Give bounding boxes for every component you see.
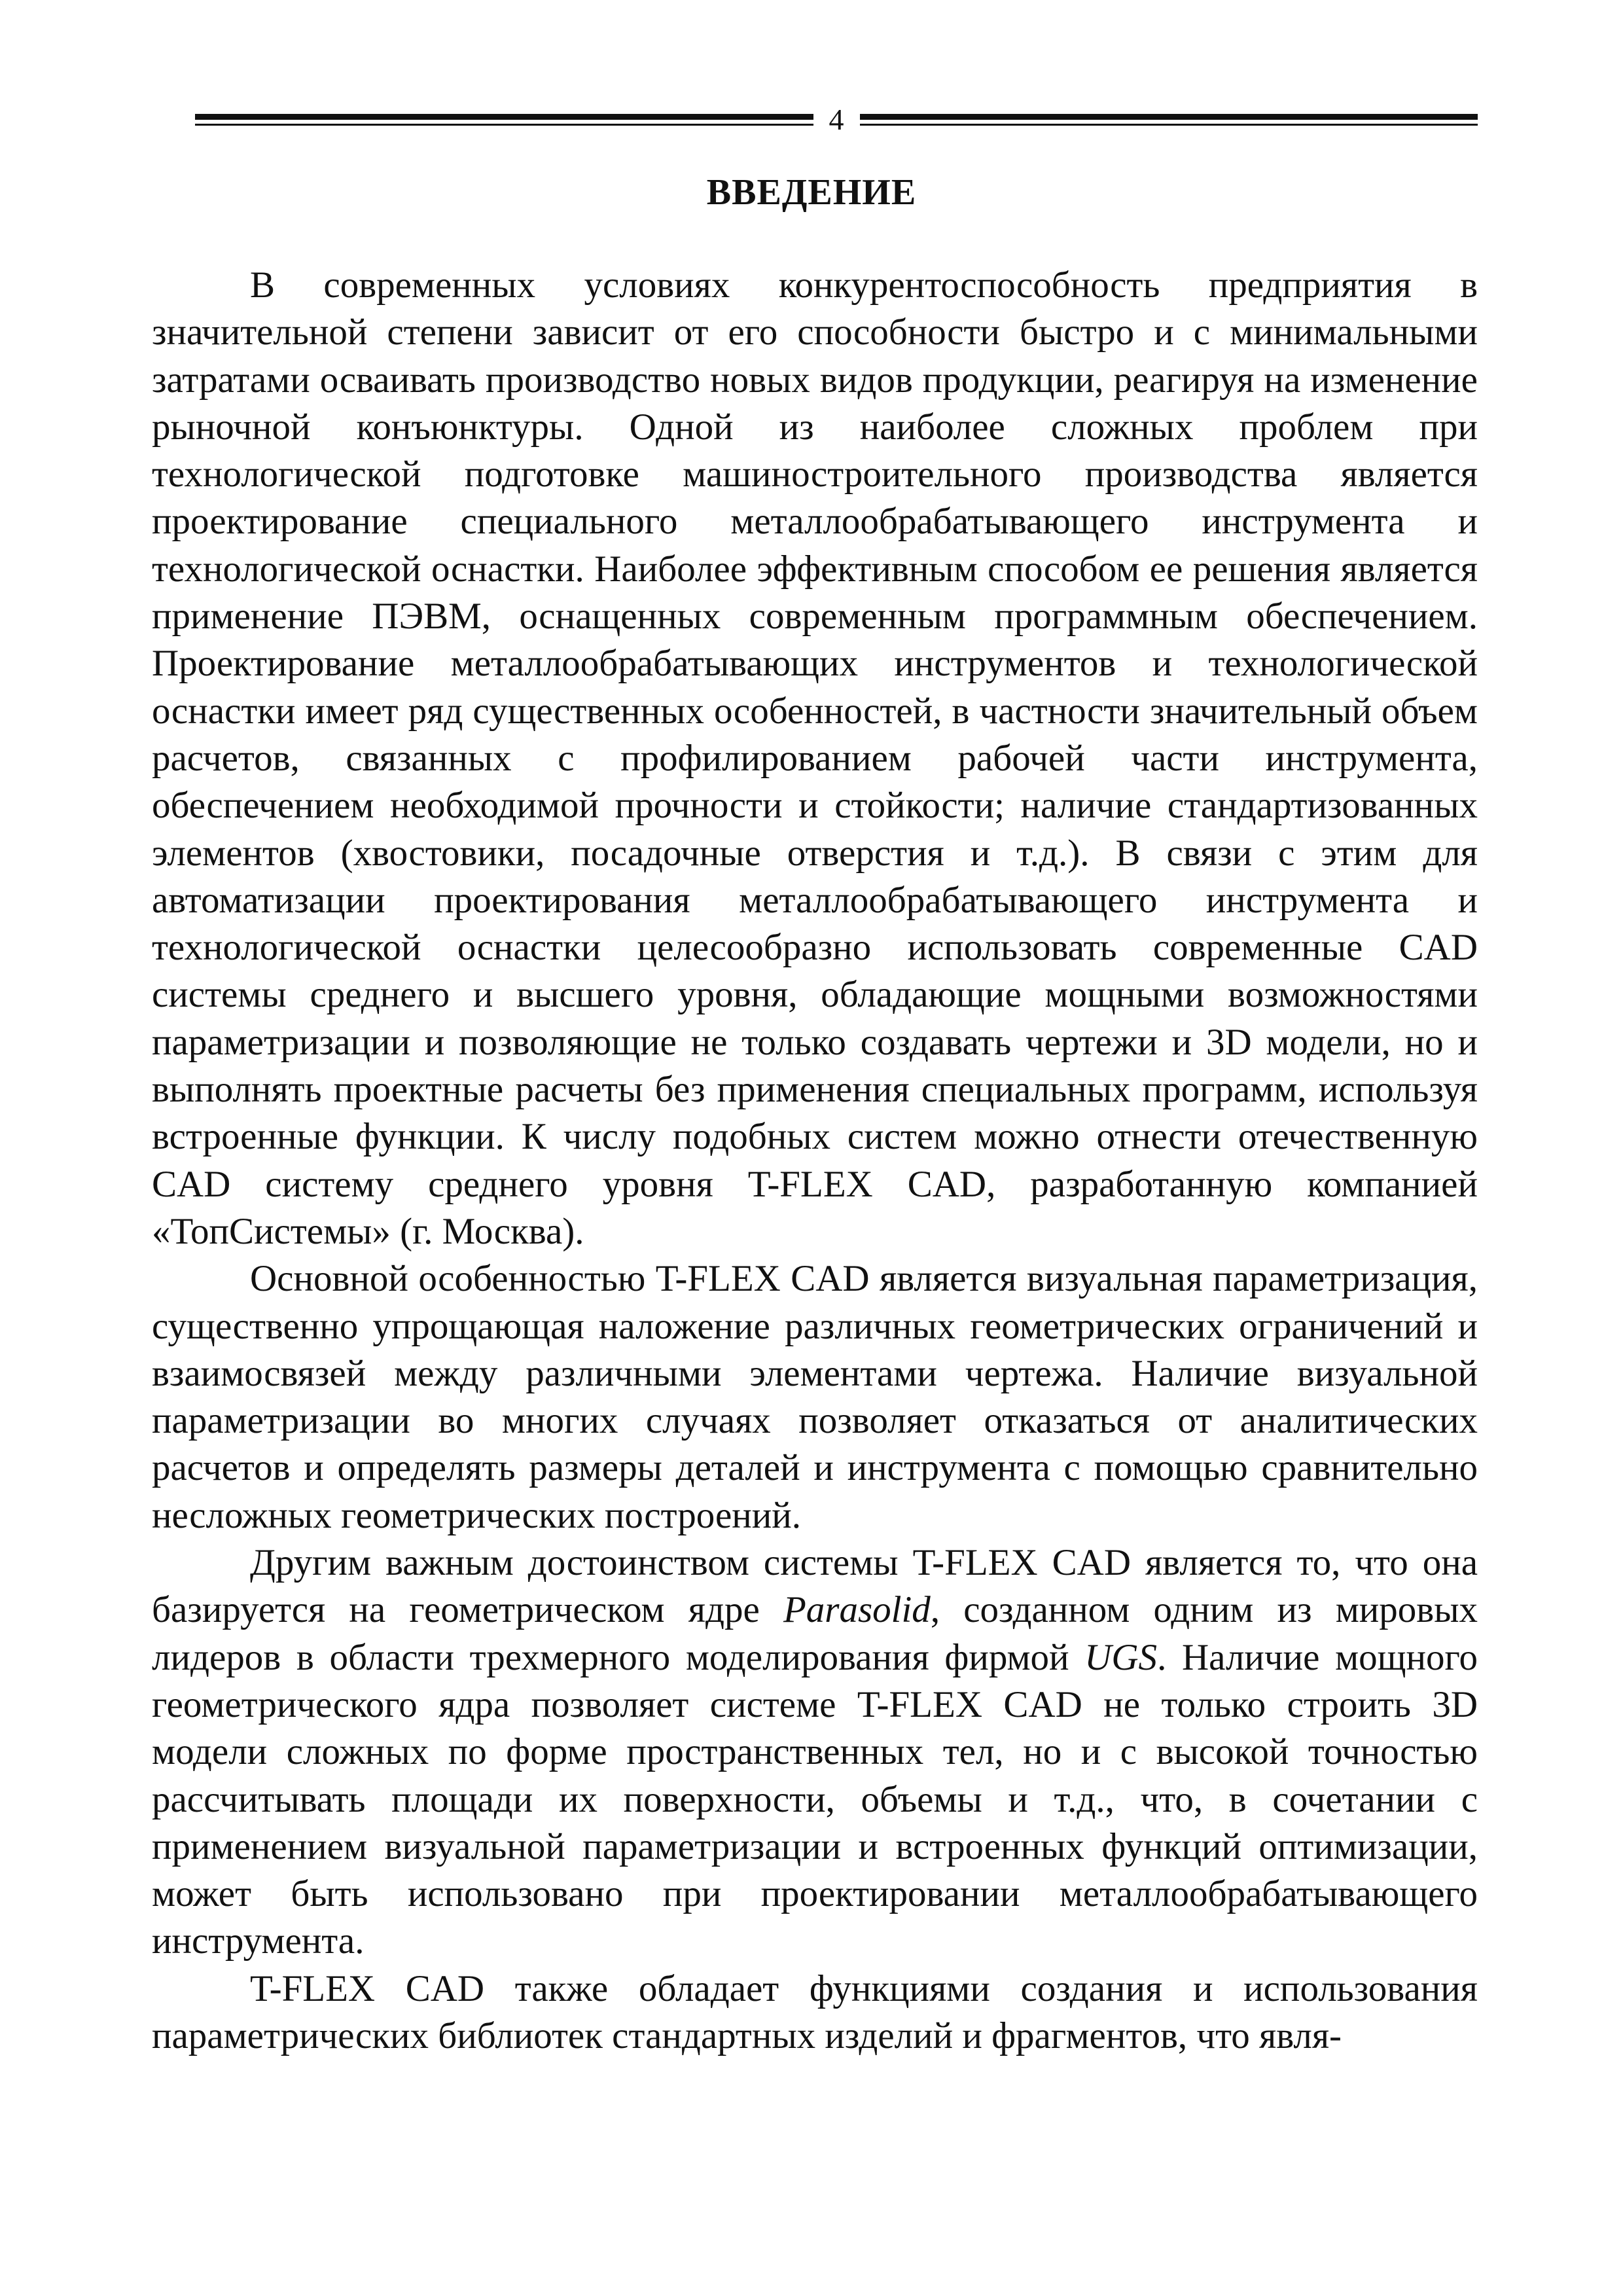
header-rule-left — [195, 114, 813, 126]
paragraph-text: В современных условиях конкурентоспособность предприятия в значительной степени зависит от его способности быстро и с минимальными затратами осваивать производство новых видов продукции, реагируя на изменение рыночной конъюнктуры. Одной из наиболее сложных проблем при технологической подготовке машиностроительного производства является проектирование специального металлообрабатывающего инструмента и технологической оснастки. Наиболее эффективным способом ее решения является применение ПЭВМ, оснащенных современным программным обеспечением. Проектирование металлообрабатывающих инструментов и технологической оснастки имеет ряд существенных особенностей, в частности значительный объем расчетов, связанных с профилированием рабочей части инструмента, обеспечением необходимой прочности и стойкости; наличие стандартизованных элементов (хвостовики, посадочные отверстия и т.д.). В связи с этим для автоматизации проектирования металлообрабатывающего инструмента и технологической оснастки целесообразно использовать современные CAD системы среднего и высшего уровня, обладающие мощными возможностями параметризации и позволяющие не только создавать чертежи и 3D модели, но и выполнять проектные расчеты без применения специальных программ, используя встроенные функции. К числу подобных систем можно отнести отечественную CAD систему среднего уровня T-FLEX CAD, разработанную компанией «ТопСистемы» (г. Москва). — [152, 264, 1478, 1252]
italic-term: UGS — [1084, 1636, 1158, 1678]
section-title: ВВЕДЕНИЕ — [706, 172, 917, 213]
paragraph-text: . Наличие мощного геометрического ядра позволяет системе T-FLEX CAD не только строить 3D модели сложных по форме пространственных тел, но и с высокой точностью рассчитывать площади их поверхности, объемы и т.д., что, в сочетании с применением визуальной параметризации и встроенных функций оптимизации, может быть использовано при проектировании металлообрабатывающего инструмента. — [152, 1636, 1478, 1962]
page-header — [195, 103, 1478, 136]
paragraph-text: Другим важным достоинством системы T-FLEX CAD является то, что она базируется на геометрическом ядре — [152, 1542, 1478, 1631]
paragraph-2 — [152, 1255, 1478, 1539]
header-rule-right — [860, 114, 1478, 126]
paragraph-text: T-FLEX CAD также обладает функциями создания и использования параметрических библиотек стандартных изделий и фрагментов, что явля- — [152, 1967, 1478, 2056]
body-text — [152, 262, 1478, 2060]
page-number: 4 — [829, 103, 844, 136]
paragraph-3 — [152, 1539, 1478, 1965]
paragraph-4 — [152, 1965, 1478, 2060]
paragraph-text: Основной особенностью T-FLEX CAD является визуальная параметризация, существенно упрощающая наложение различных геометрических ограничений и взаимосвязей между различными элементами чертежа. Наличие визуальной параметризации во многих случаях позволяет отказаться от аналитических расчетов и определять размеры деталей и инструмента с помощью сравнительно несложных геометрических построений. — [152, 1258, 1478, 1536]
paragraph-1 — [152, 262, 1478, 1255]
italic-term: Parasolid — [783, 1589, 931, 1631]
paragraph-text: , созданном одним из мировых лидеров в области трехмерного моделирования фирмой — [152, 1589, 1478, 1678]
